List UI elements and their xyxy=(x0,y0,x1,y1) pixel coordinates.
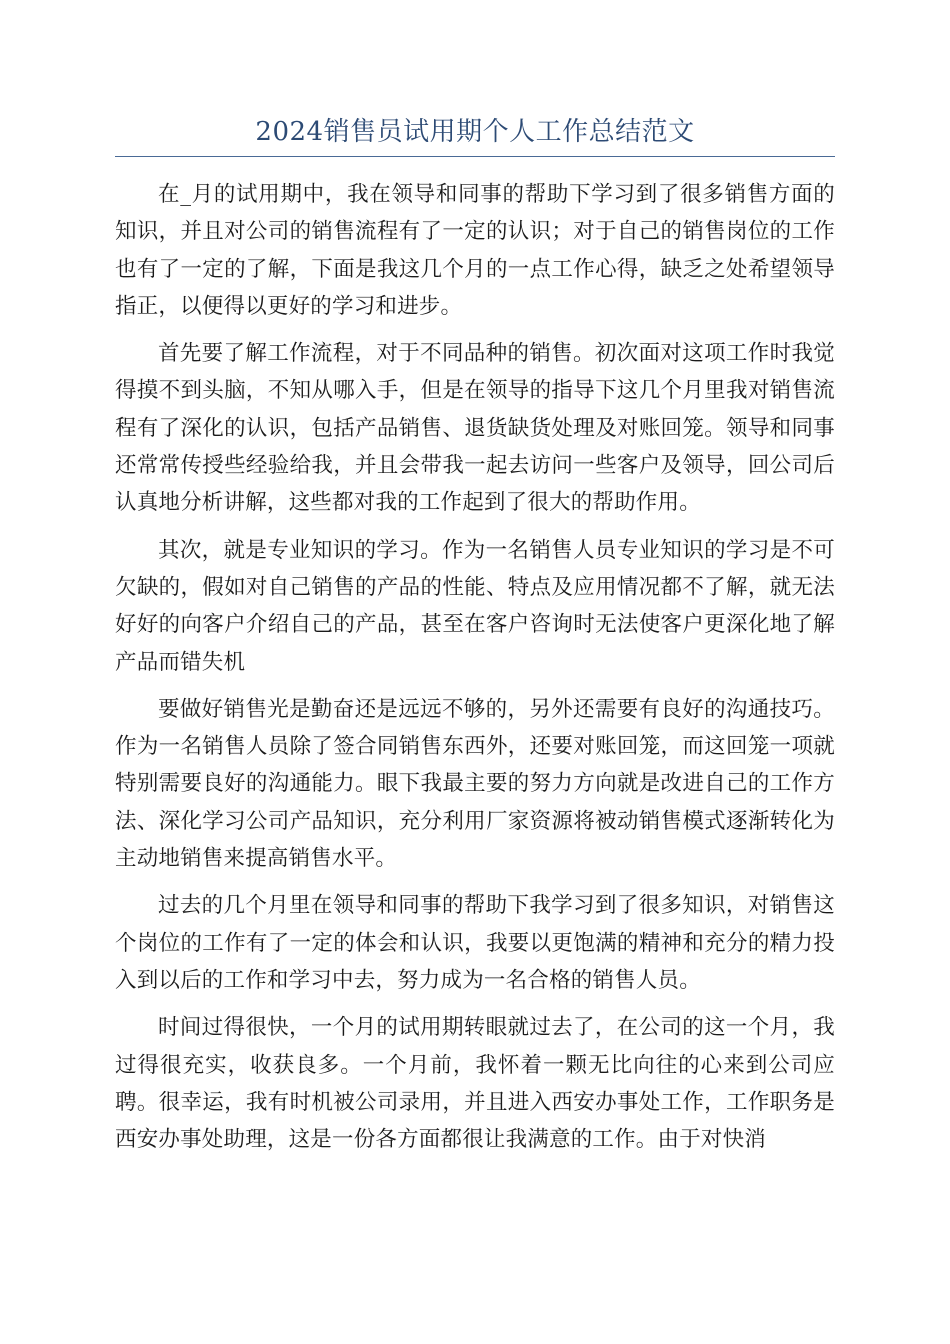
paragraph-4: 要做好销售光是勤奋还是远远不够的，另外还需要有良好的沟通技巧。作为一名销售人员除了签合同销售东西外，还要对账回笼，而这回笼一项就特别需要良好的沟通能力。眼下我最主要的努力方向就是改进自己的工作方法、深化学习公司产品知识，充分利用厂家资源将被动销售模式逐渐转化为主动地销售来提高销售水平。 xyxy=(115,696,835,872)
paragraph-6: 时间过得很快，一个月的试用期转眼就过去了，在公司的这一个月，我过得很充实，收获良多。一个月前，我怀着一颗无比向往的心来到公司应聘。很幸运，我有时机被公司录用，并且进入西安办事处工作，工作职务是西安办事处助理，这是一份各方面都很让我满意的工作。由于对快消 xyxy=(115,1015,835,1153)
title-block xyxy=(115,112,835,157)
paragraph-2: 首先要了解工作流程，对于不同品种的销售。初次面对这项工作时我觉得摸不到头脑，不知从哪入手，但是在领导的指导下这几个月里我对销售流程有了深化的认识，包括产品销售、退货缺货处理及对账回笼。领导和同事还常常传授些经验给我，并且会带我一起去访问一些客户及领导，回公司后认真地分析讲解，这些都对我的工作起到了很大的帮助作用。 xyxy=(115,341,835,516)
document-body xyxy=(115,176,835,1168)
paragraph-1: 在_月的试用期中，我在领导和同事的帮助下学习到了很多销售方面的知识，并且对公司的销售流程有了一定的认识；对于自己的销售岗位的工作也有了一定的了解，下面是我这几个月的一点工作心得，缺乏之处希望领导指正，以便得以更好的学习和进步。 xyxy=(115,182,835,319)
paragraph-3: 其次，就是专业知识的学习。作为一名销售人员专业知识的学习是不可欠缺的，假如对自己销售的产品的性能、特点及应用情况都不了解，就无法好好的向客户介绍自己的产品，甚至在客户咨询时无法使客户更深化地了解产品而错失机 xyxy=(115,537,835,675)
document-title: 2024销售员试用期个人工作总结范文 xyxy=(255,117,695,147)
paragraph-5: 过去的几个月里在领导和同事的帮助下我学习到了很多知识，对销售这个岗位的工作有了一定的体会和认识，我要以更饱满的精神和充分的精力投入到以后的工作和学习中去，努力成为一名合格的销售人员。 xyxy=(115,893,835,993)
